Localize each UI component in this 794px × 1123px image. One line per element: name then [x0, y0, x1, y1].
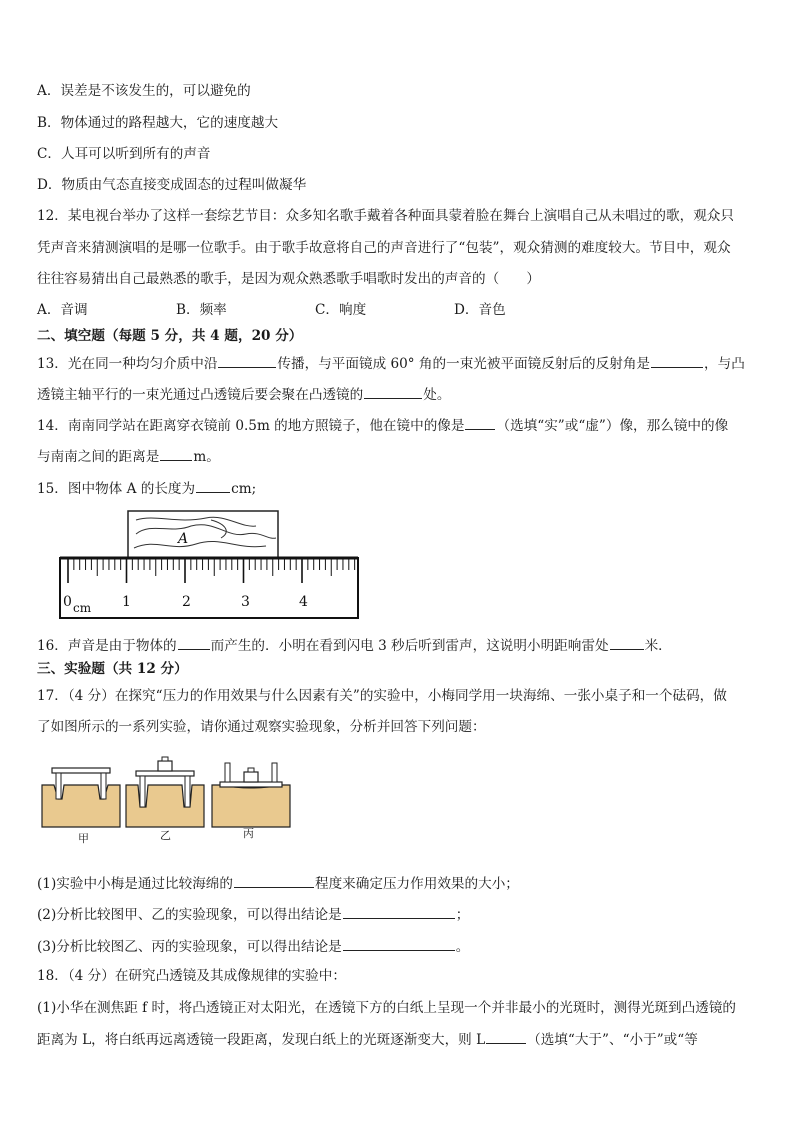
section-2-title: 二、填空题（每题 5 分，共 4 题，20 分） [37, 328, 303, 344]
q12-option-d: D．音色 [454, 302, 506, 318]
q13-text-3: ，与凸 [704, 356, 745, 372]
q13-line-2 [37, 384, 450, 405]
q17-blank-2[interactable] [343, 904, 455, 919]
ruler-label-0: 0 [63, 594, 72, 610]
q17-sub-2-text-b: ； [455, 907, 470, 923]
q14-blank-2[interactable] [160, 446, 192, 461]
q12-option-c: C．响度 [315, 302, 367, 318]
q12-line-3: 往往容易猜出自己最熟悉的歌手，是因为观众熟悉歌手唱歌时发出的声音的（ ） [37, 271, 540, 287]
q16-text-1: 16．声音是由于物体的 [37, 638, 177, 654]
q14-blank-1[interactable] [465, 415, 495, 430]
q17-sub-3-text-a: (3)分析比较图乙、丙的实验现象，可以得出结论是 [37, 939, 342, 955]
q17-sub-1-text-a: (1)实验中小梅是通过比较海绵的 [37, 876, 233, 892]
ruler-figure [56, 508, 366, 620]
q14-text-4: m。 [193, 449, 220, 465]
q15-line [37, 478, 256, 499]
ruler-label-3: 3 [241, 594, 250, 610]
q13-text-4: 透镜主轴平行的一束光通过凸透镜后要会聚在凸透镜的 [37, 387, 364, 403]
q17-blank-1[interactable] [234, 873, 314, 888]
ruler-label-1: 1 [122, 594, 131, 610]
q16-line [37, 635, 672, 656]
ruler-unit: cm [73, 601, 92, 615]
q13-blank-2[interactable] [651, 353, 703, 368]
q17-sub-3 [37, 936, 469, 957]
section-3-title: 三、实验题（共 12 分） [37, 661, 188, 677]
q11-option-b: B．物体通过的路程越大，它的速度越大 [37, 115, 279, 131]
q11-option-a: A．误差是不该发生的，可以避免的 [37, 83, 251, 99]
q12-line-2: 凭声音来猜测演唱的是哪一位歌手。由于歌手故意将自己的声音进行了“包装”，观众猜测的难度较大。节目中，观众 [37, 240, 731, 256]
q12-option-a: A．音调 [37, 302, 88, 318]
q17-line-2: 了如图所示的一系列实验，请你通过观察实验现象，分析并回答下列问题： [37, 719, 486, 735]
q12-line-1: 12．某电视台举办了这样一套综艺节目：众多知名歌手戴着各种面具蒙着脸在舞台上演唱自己从未唱过的歌，观众只 [37, 208, 734, 224]
q18-blank-1[interactable] [486, 1029, 526, 1044]
q16-blank-1[interactable] [178, 635, 210, 650]
q12-options [37, 300, 593, 320]
q17-sub-1 [37, 873, 519, 894]
q15-blank[interactable] [196, 478, 230, 493]
q17-sub-1-text-b: 程度来确定压力作用效果的大小； [314, 876, 519, 892]
q17-blank-3[interactable] [343, 936, 455, 951]
q16-text-3: 米． [644, 638, 672, 654]
sponge-bing [212, 763, 290, 827]
q12-option-b: B．频率 [176, 302, 227, 318]
q13-text-5: 处。 [423, 387, 451, 403]
figure-caption-yi: 乙 [160, 829, 171, 842]
q15-text-2: cm; [231, 481, 257, 497]
q16-blank-2[interactable] [610, 635, 644, 650]
q14-text-3: 与南南之间的距离是 [37, 449, 160, 465]
q13-blank-1[interactable] [218, 353, 276, 368]
q15-text-1: 15．图中物体 A 的长度为 [37, 481, 196, 497]
q18-line-3 [37, 1029, 698, 1050]
q18-line-1: 18．（4 分）在研究凸透镜及其成像规律的实验中： [37, 968, 346, 984]
q17-line-1: 17．（4 分）在探究“压力的作用效果与什么因素有关”的实验中，小梅同学用一块海绵、一张小桌子和一个砝码，做 [37, 688, 727, 704]
q11-option-c: C．人耳可以听到所有的声音 [37, 146, 211, 162]
sponge-yi [126, 757, 204, 827]
q14-text-2: （选填“实”或“虚”）像，那么镜中的像 [496, 418, 729, 434]
q14-line-1 [37, 415, 728, 436]
q18-text-3b: （选填“大于”、“小于”或“等 [527, 1032, 698, 1048]
q13-text-1: 13．光在同一种均匀介质中沿 [37, 356, 218, 372]
object-a-block [128, 511, 278, 558]
q13-line-1 [37, 353, 745, 374]
sponge-jia [42, 768, 120, 827]
q17-sub-2 [37, 904, 469, 925]
q17-sub-3-text-b: 。 [455, 939, 470, 955]
q16-text-2: 而产生的．小明在看到闪电 3 秒后听到雷声，这说明小明距响雷处 [210, 638, 609, 654]
q17-sub-2-text-a: (2)分析比较图甲、乙的实验现象，可以得出结论是 [37, 907, 342, 923]
q14-line-2 [37, 446, 220, 467]
q13-text-2: 传播，与平面镜成 60° 角的一束光被平面镜反射后的反射角是 [277, 356, 651, 372]
q11-option-d: D．物质由气态直接变成固态的过程叫做凝华 [37, 177, 307, 193]
q13-blank-3[interactable] [364, 384, 422, 399]
figure-caption-jia: 甲 [78, 832, 89, 845]
object-a-label: A [178, 531, 189, 547]
q18-line-2: (1)小华在测焦距 f 时，将凸透镜正对太阳光，在透镜下方的白纸上呈现一个并非最小的光斑时，测得光斑到凸透镜的 [37, 1000, 737, 1016]
figure-caption-bing: 丙 [243, 827, 254, 840]
ruler-label-2: 2 [182, 594, 191, 610]
ruler-label-4: 4 [299, 594, 308, 610]
q18-text-3a: 距离为 L，将白纸再远离透镜一段距离，发现白纸上的光斑逐渐变大，则 L [37, 1032, 486, 1048]
q14-text-1: 14．南南同学站在距离穿衣镜前 0.5m 的地方照镜子，他在镜中的像是 [37, 418, 465, 434]
